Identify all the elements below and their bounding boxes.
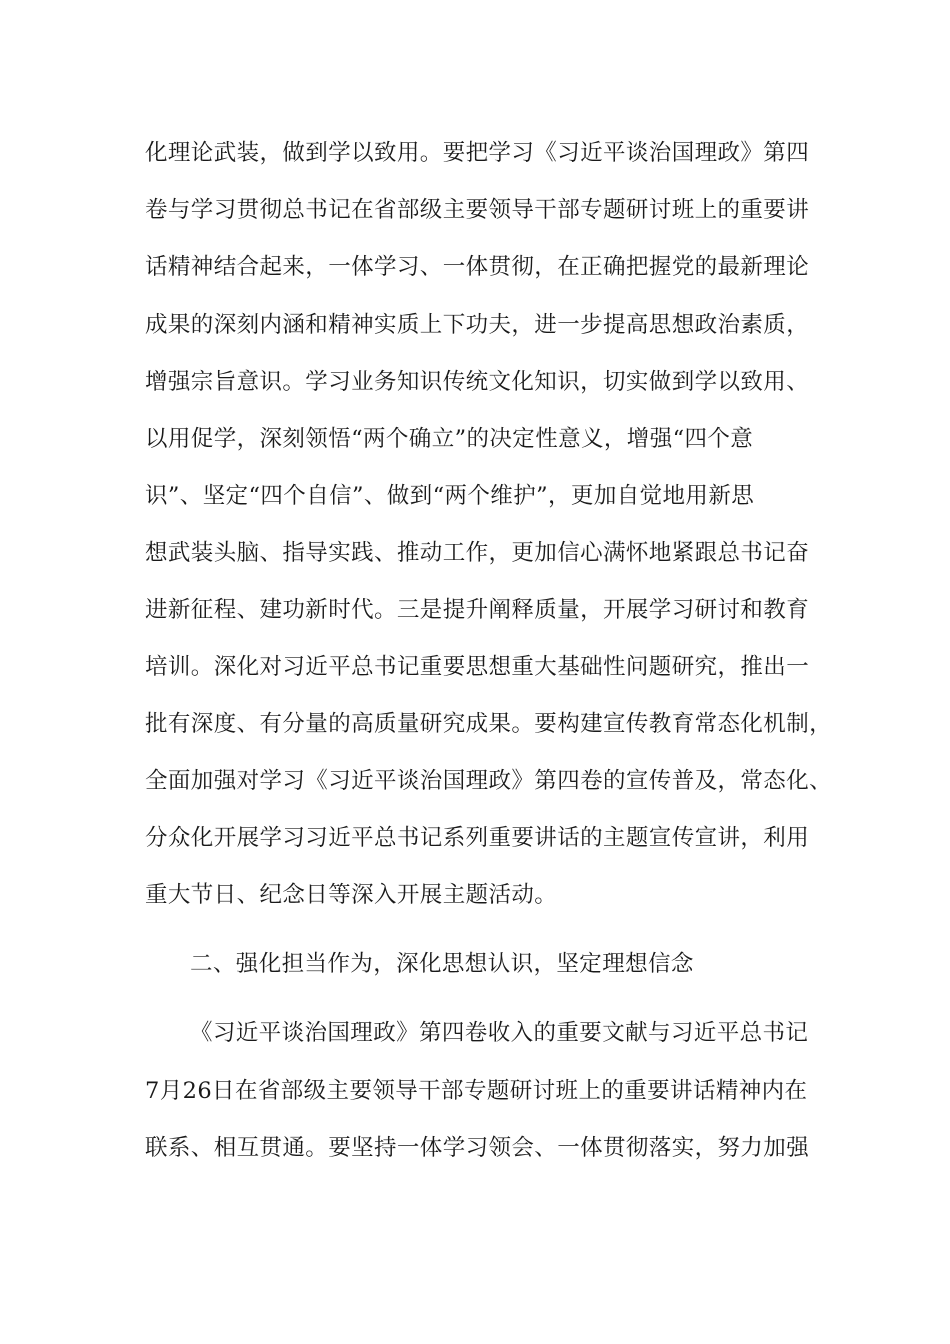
body-text-line: 《习近平谈治国理政》第四卷收入的重要文献与习近平总书记 [190, 1020, 809, 1046]
body-text-line: 化理论武装，做到学以致用。要把学习《习近平谈治国理政》第四 [145, 140, 810, 166]
body-text-line: 话精神结合起来，一体学习、一体贯彻，在正确把握党的最新理论 [145, 254, 810, 280]
body-text-line: 批有深度、有分量的高质量研究成果。要构建宣传教育常态化机制， [145, 711, 833, 737]
body-text-line: 卷与学习贯彻总书记在省部级主要领导干部专题研讨班上的重要讲 [145, 197, 810, 223]
body-text-line: 重大节日、纪念日等深入开展主题活动。 [145, 882, 558, 908]
body-text-line: 想武装头脑、指导实践、推动工作，更加信心满怀地紧跟总书记奋 [145, 540, 810, 566]
body-text-line: 增强宗旨意识。学习业务知识传统文化知识，切实做到学以致用、 [145, 369, 810, 395]
body-text-line: 进新征程、建功新时代。三是提升阐释质量，开展学习研讨和教育 [145, 597, 810, 623]
body-text-line: 7月26日在省部级主要领导干部专题研讨班上的重要讲话精神内在 [145, 1078, 808, 1104]
body-text-line: 全面加强对学习《习近平谈治国理政》第四卷的宣传普及，常态化、 [145, 768, 833, 794]
body-text-line: 联系、相互贯通。要坚持一体学习领会、一体贯彻落实，努力加强 [145, 1135, 810, 1161]
body-text-line: 以用促学，深刻领悟“两个确立”的决定性意义，增强“四个意 [145, 426, 754, 452]
body-text-line: 分众化开展学习习近平总书记系列重要讲话的主题宣传宣讲，利用 [145, 825, 810, 851]
body-text-line: 成果的深刻内涵和精神实质上下功夫，进一步提高思想政治素质， [145, 312, 810, 338]
body-text-line: 识”、坚定“四个自信”、做到“两个维护”，更加自觉地用新思 [145, 483, 755, 509]
section-heading: 二、强化担当作为，深化思想认识，坚定理想信念 [190, 951, 694, 977]
body-text-line: 培训。深化对习近平总书记重要思想重大基础性问题研究，推出一 [145, 654, 810, 680]
